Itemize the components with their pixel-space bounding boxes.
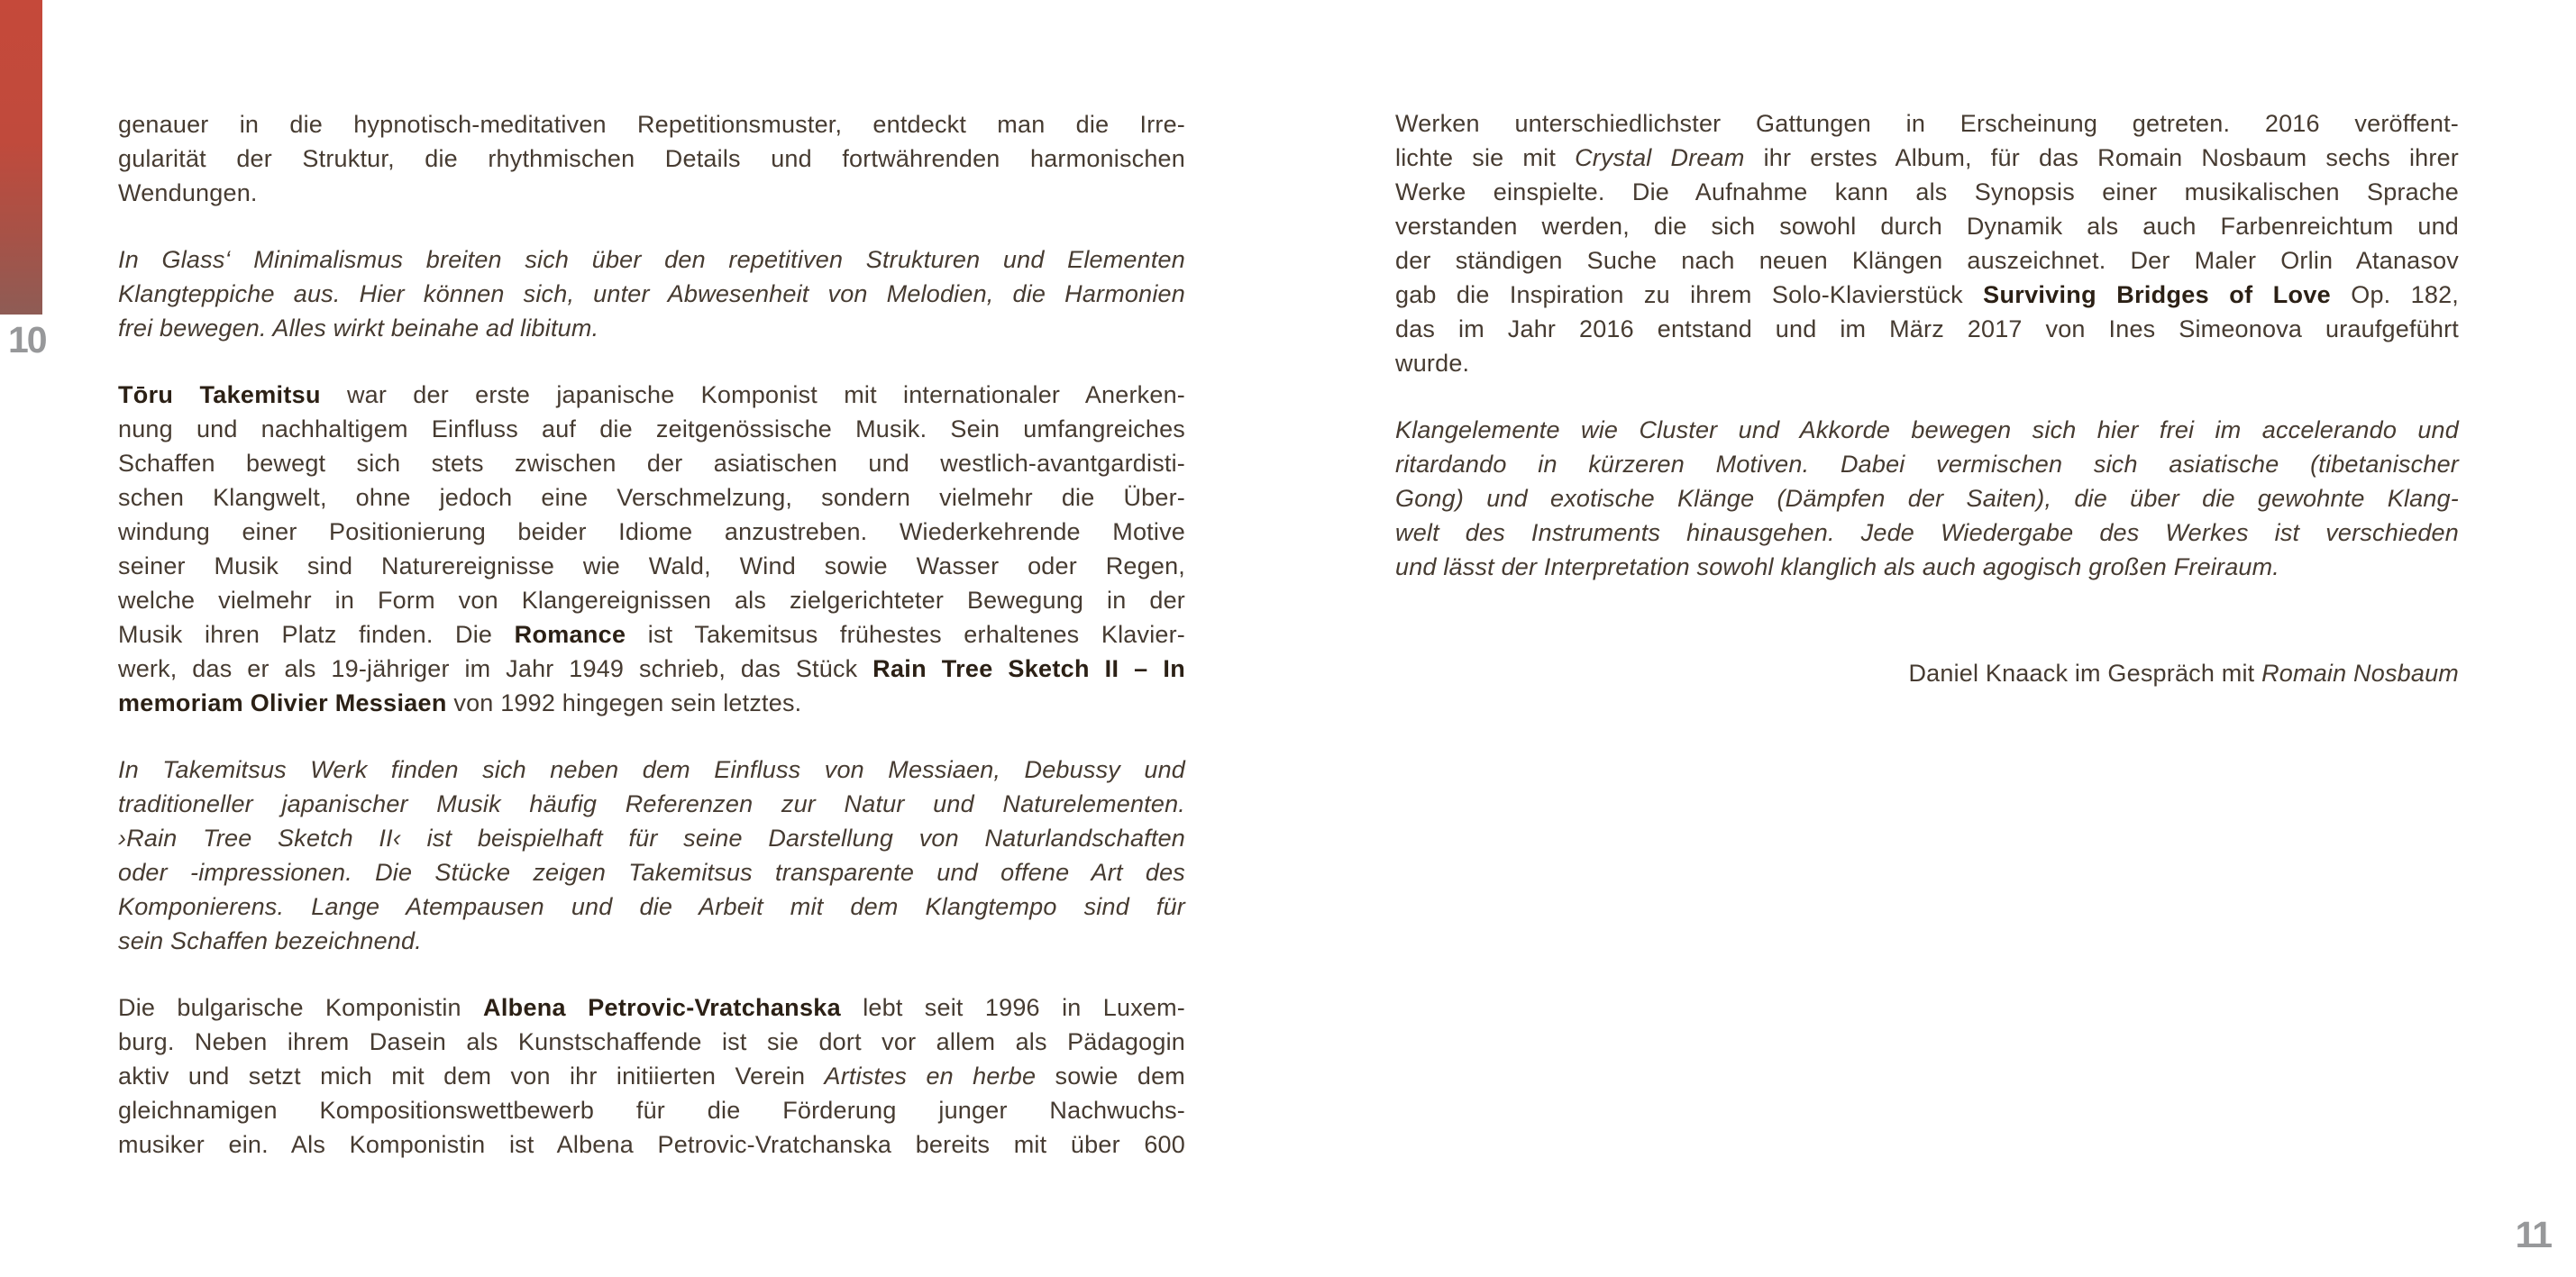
italic-text-run: Artistes en herbe <box>824 1063 1037 1090</box>
text-line <box>118 855 1185 889</box>
text-run: das im Jahr 2016 entstand und im März 2017 von Ines Simeonova uraufgeführt <box>1395 315 2459 342</box>
text-run: burg. Neben ihrem Dasein als Kunstschaffende ist sie dort vor allem als Pädagogin <box>118 1028 1185 1055</box>
text-line <box>118 889 1185 924</box>
bold-text-run: Surviving Bridges of Love <box>1983 281 2331 308</box>
text-run: musiker ein. Als Komponistin ist Albena Petrovic-Vratchanska bereits mit über 600 <box>118 1131 1185 1158</box>
text-line <box>1395 106 2459 141</box>
text-line <box>118 480 1185 515</box>
text-run: ritardando in kürzeren Motiven. Dabei vermischen sich asiatische (tibetanischer <box>1395 451 2459 478</box>
text-line <box>1395 312 2459 346</box>
text-run: sein Schaffen bezeichnend. <box>118 927 422 954</box>
text-run: von 1992 hingegen sein letztes. <box>446 689 802 716</box>
page-number-right: 11 <box>2515 1214 2551 1255</box>
paragraph <box>1395 413 2459 584</box>
text-run: gleichnamigen Kompositionswettbewerb für die Förderung junger Nachwuchs- <box>118 1097 1185 1124</box>
text-run: oder -impressionen. Die Stücke zeigen Takemitsus transparente und offene Art des <box>118 859 1185 886</box>
text-run: welt des Instruments hinausgehen. Jede Wiedergabe des Werkes ist verschieden <box>1395 519 2459 546</box>
text-run: schen Klangwelt, ohne jedoch eine Verschmelzung, sondern vielmehr die Über- <box>118 484 1185 511</box>
text-run: werk, das er als 19-jähriger im Jahr 1949 schrieb, das Stück <box>118 655 873 682</box>
text-line <box>1395 481 2459 515</box>
text-line <box>118 924 1185 958</box>
text-line <box>1395 278 2459 312</box>
page-number-left: 10 <box>8 319 46 360</box>
text-run: und lässt der Interpretation sowohl klanglich als auch agogisch großen Freiraum. <box>1395 553 2280 580</box>
text-run: ihr erstes Album, für das Romain Nosbaum sechs ihrer <box>1744 144 2459 171</box>
text-run: sowie dem <box>1036 1063 1185 1090</box>
text-run: In Glass‘ Minimalismus breiten sich über den repetitiven Strukturen und Elementen <box>118 246 1185 273</box>
text-line <box>118 176 1185 210</box>
text-line <box>118 107 1185 141</box>
text-line <box>118 583 1185 617</box>
text-run: Gong) und exotische Klänge (Dämpfen der Saiten), die über die gewohnte Klang- <box>1395 485 2459 512</box>
text-line <box>1395 175 2459 209</box>
text-run: lichte sie mit <box>1395 144 1576 171</box>
paragraph <box>118 990 1185 1162</box>
text-run: gularität der Struktur, die rhythmischen Details und fortwährenden harmonischen <box>118 145 1185 172</box>
text-line <box>1395 413 2459 447</box>
text-run: gab die Inspiration zu ihrem Solo-Klavierstück <box>1395 281 1984 308</box>
text-run: Schaffen bewegt sich stets zwischen der asiatischen und westlich-avantgardisti- <box>118 450 1185 477</box>
text-line <box>1395 346 2459 380</box>
text-run: lebt seit 1996 in Luxem- <box>840 994 1185 1021</box>
text-run: aktiv und setzt mich mit dem von ihr initiierten Verein <box>118 1063 825 1090</box>
bold-text-run: Romance <box>514 621 626 648</box>
text-line <box>1395 141 2459 175</box>
bold-text-run: Tōru Takemitsu <box>118 381 321 408</box>
bold-text-run: Albena Petrovic-Vratchanska <box>483 994 841 1021</box>
text-line <box>118 311 1185 345</box>
text-run: ›Rain Tree Sketch II‹ ist beispielhaft für seine Darstellung von Naturlandschaften <box>118 825 1185 852</box>
text-line <box>118 412 1185 446</box>
text-run: verstanden werden, die sich sowohl durch Dynamik als auch Farbenreichtum und <box>1395 213 2459 240</box>
text-run: frei bewegen. Alles wirkt beinahe ad libitum. <box>118 315 599 342</box>
text-run: ist Takemitsus frühestes erhaltenes Klavier- <box>626 621 1185 648</box>
paragraph <box>118 242 1185 345</box>
text-run: genauer in die hypnotisch-meditativen Repetitionsmuster, entdeckt man die Irre- <box>118 111 1185 138</box>
paragraph <box>118 753 1185 958</box>
text-run: Komponierens. Lange Atempausen und die Arbeit mit dem Klangtempo sind für <box>118 893 1185 920</box>
italic-text-run: Crystal Dream <box>1575 144 1745 171</box>
text-run: Musik ihren Platz finden. Die <box>118 621 515 648</box>
text-run: der ständigen Suche nach neuen Klängen auszeichnet. Der Maler Orlin Atanasov <box>1395 247 2459 274</box>
text-run: In Takemitsus Werk finden sich neben dem Einfluss von Messiaen, Debussy und <box>118 756 1185 783</box>
text-run: Werke einspielte. Die Aufnahme kann als Synopsis einer musikalischen Sprache <box>1395 178 2459 205</box>
byline-prefix: Daniel Knaack im Gespräch mit <box>1908 660 2262 687</box>
text-run: seiner Musik sind Naturereignisse wie Wald, Wind sowie Wasser oder Regen, <box>118 552 1185 579</box>
text-run: war der erste japanische Komponist mit internationaler Anerken- <box>320 381 1185 408</box>
text-line <box>118 242 1185 277</box>
text-run: Op. 182, <box>2330 281 2460 308</box>
paragraph <box>1395 106 2459 380</box>
interview-byline <box>1395 656 2459 690</box>
text-line <box>118 1025 1185 1059</box>
text-line <box>118 753 1185 787</box>
text-line <box>118 378 1185 412</box>
text-line <box>1395 550 2459 584</box>
text-line <box>1395 447 2459 481</box>
text-line <box>118 446 1185 480</box>
text-run: traditioneller japanischer Musik häufig Referenzen zur Natur und Naturelementen. <box>118 790 1185 817</box>
text-run: Klangteppiche aus. Hier können sich, unter Abwesenheit von Melodien, die Harmonien <box>118 280 1185 307</box>
paragraph <box>118 107 1185 210</box>
text-line <box>118 617 1185 652</box>
text-run: Wendungen. <box>118 179 258 206</box>
text-line <box>1395 515 2459 550</box>
bold-text-run: memoriam Olivier Messiaen <box>118 689 447 716</box>
text-line <box>118 1093 1185 1127</box>
text-run: Werken unterschiedlichster Gattungen in Erscheinung getreten. 2016 veröffent- <box>1395 110 2459 137</box>
text-line <box>118 990 1185 1025</box>
right-page-text-column <box>1395 106 2459 584</box>
text-line <box>118 277 1185 311</box>
text-run: Die bulgarische Komponistin <box>118 994 484 1021</box>
left-page-text-column <box>118 107 1185 1162</box>
text-line <box>118 821 1185 855</box>
text-line <box>118 515 1185 549</box>
text-line <box>118 787 1185 821</box>
text-run: windung einer Positionierung beider Idiome anzustreben. Wiederkehrende Motive <box>118 518 1185 545</box>
byline-interviewee-name: Romain Nosbaum <box>2261 660 2459 687</box>
text-line <box>118 1059 1185 1093</box>
text-run: Klangelemente wie Cluster und Akkorde bewegen sich hier frei im accelerando und <box>1395 416 2459 443</box>
text-line <box>1395 243 2459 278</box>
text-run: wurde. <box>1395 350 1470 377</box>
text-line <box>118 549 1185 583</box>
text-line <box>1395 209 2459 243</box>
text-line <box>118 652 1185 686</box>
paragraph <box>118 378 1185 720</box>
text-line <box>118 141 1185 176</box>
text-run: nung und nachhaltigem Einfluss auf die zeitgenössische Musik. Sein umfangreiches <box>118 415 1185 442</box>
red-accent-bar <box>0 0 42 315</box>
text-line <box>118 686 1185 720</box>
text-run: welche vielmehr in Form von Klangereignissen als zielgerichteter Bewegung in der <box>118 587 1185 614</box>
text-line <box>118 1127 1185 1162</box>
bold-text-run: Rain Tree Sketch II – In <box>872 655 1186 682</box>
